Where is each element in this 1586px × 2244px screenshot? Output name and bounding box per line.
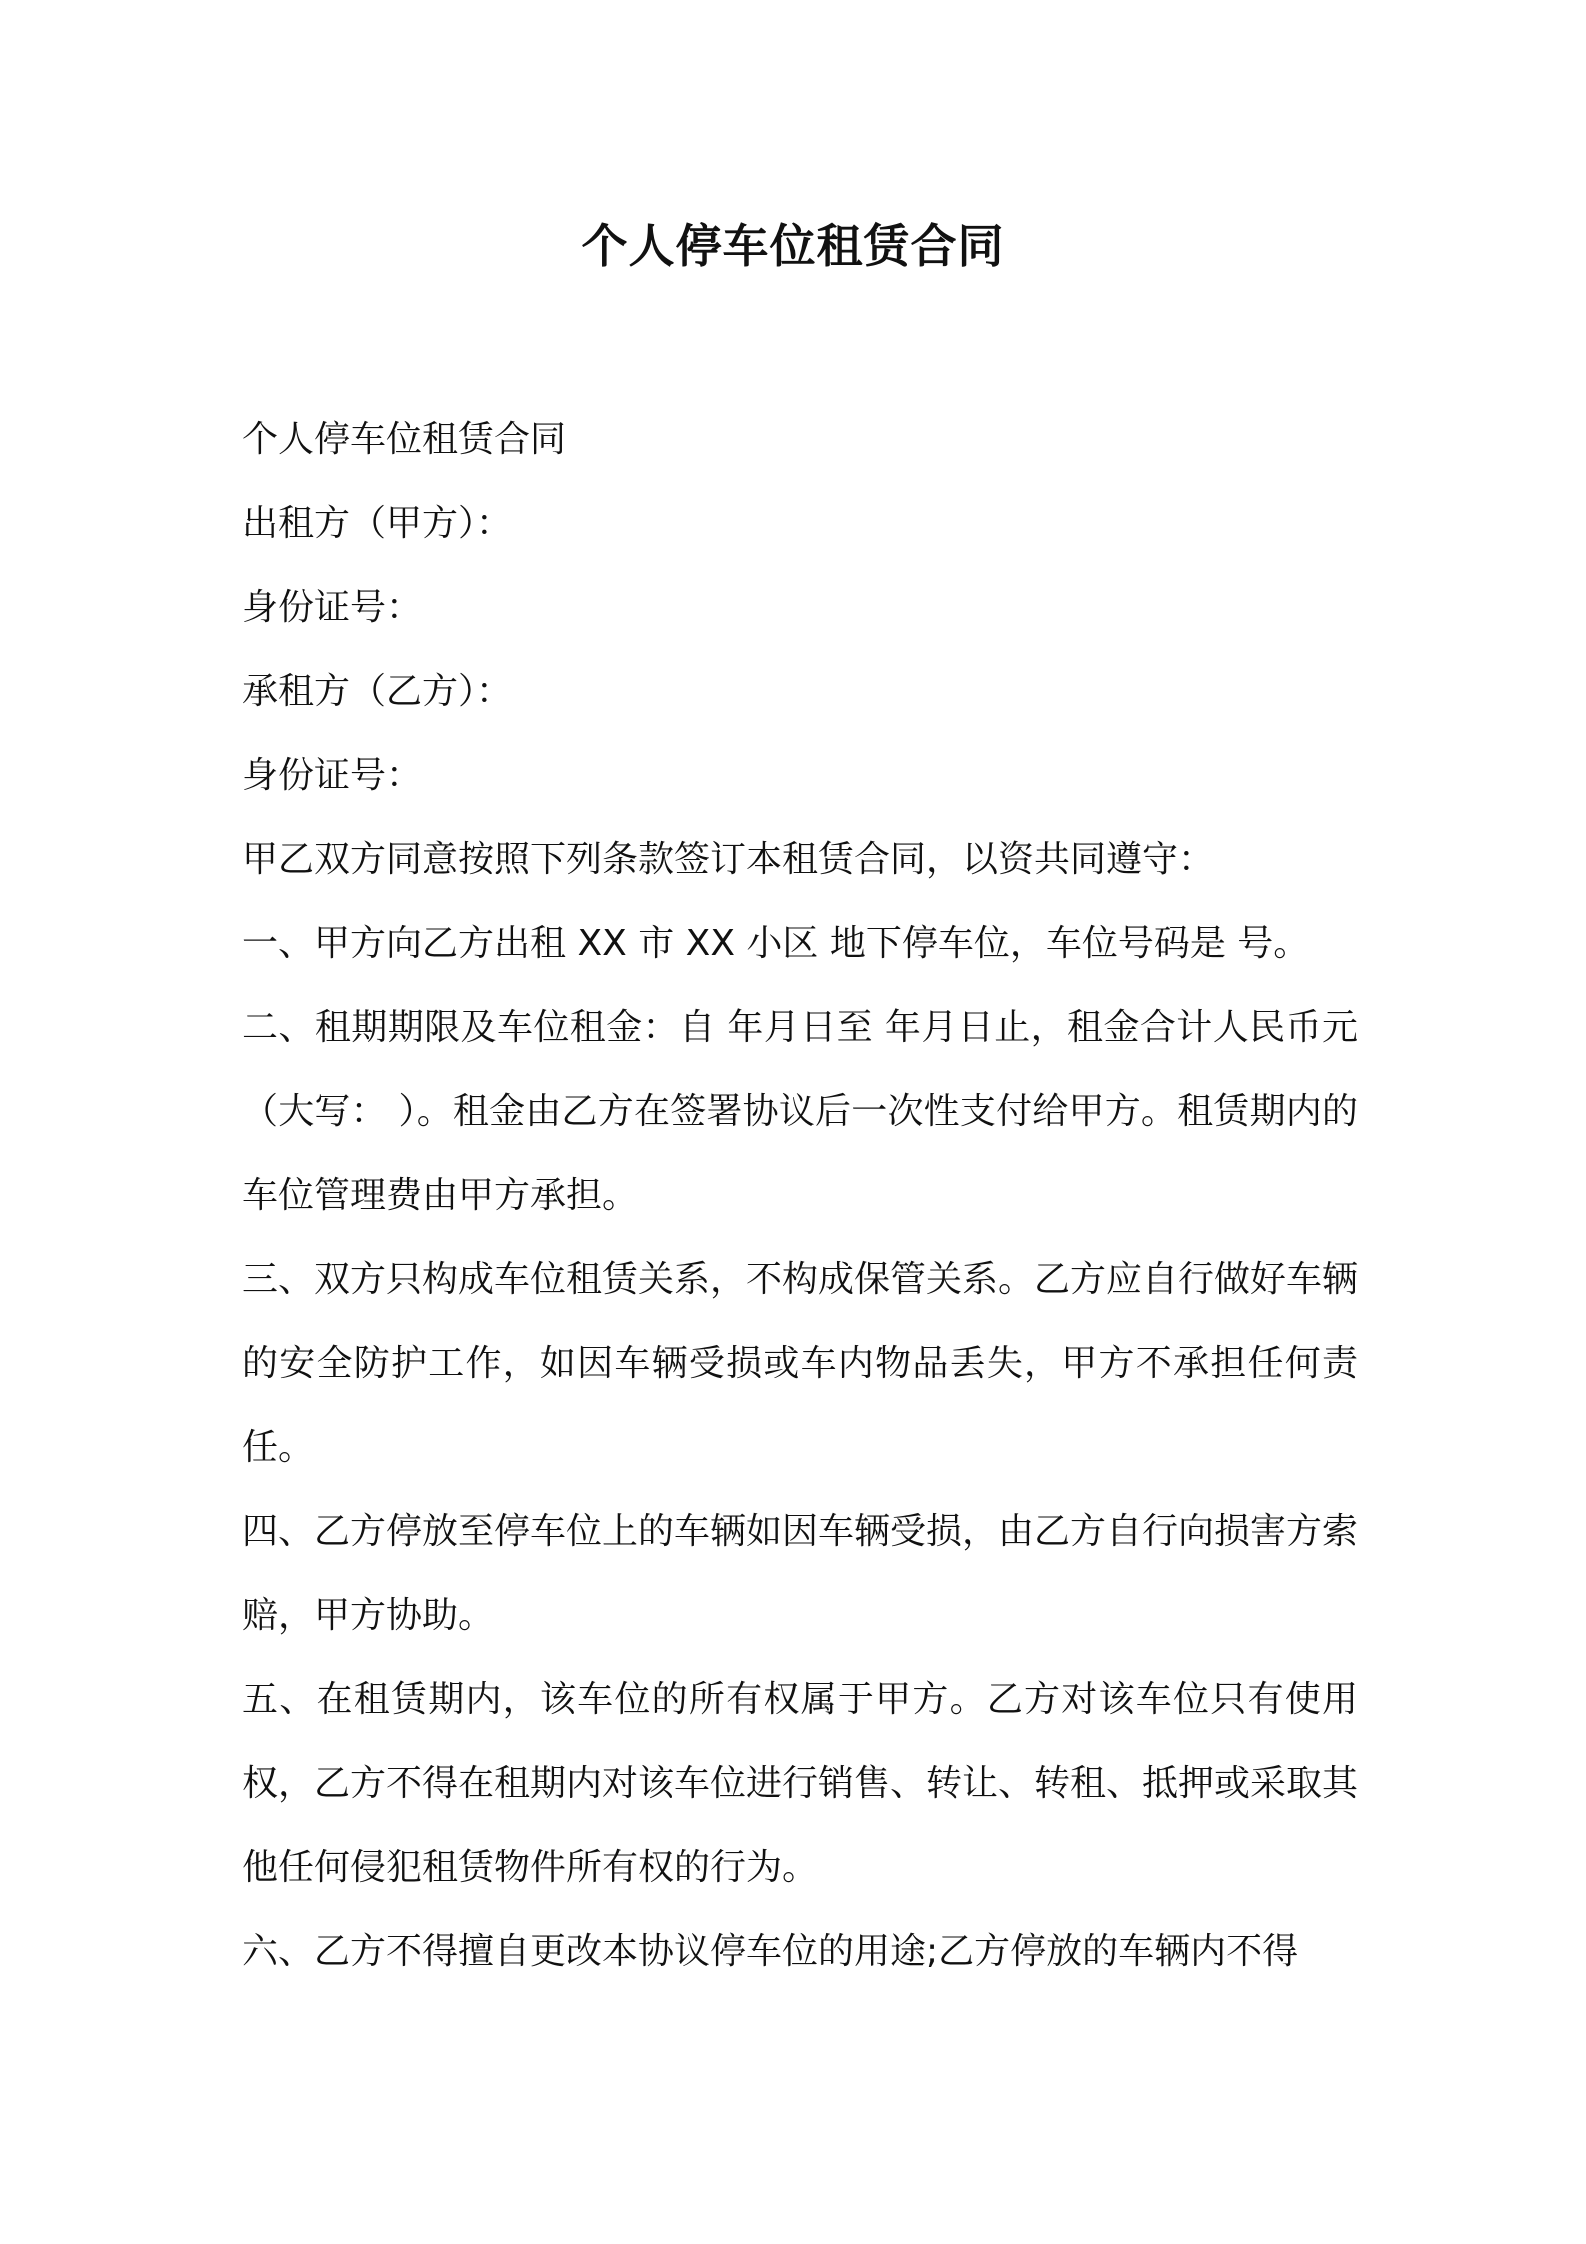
paragraph-clause-5: 五、在租赁期内，该车位的所有权属于甲方。乙方对该车位只有使用权，乙方不得在租期内对该车位进行销售、转让、转租、抵押或采取其他任何侵犯租赁物件所有权的行为。 — [242, 1679, 1359, 1888]
paragraph-lessor-id: 身份证号： — [242, 587, 423, 628]
paragraph-lessor: 出租方（甲方）： — [242, 503, 513, 544]
paragraph-clause-6: 六、乙方不得擅自更改本协议停车位的用途;乙方停放的车辆内不得 — [242, 1931, 1299, 1972]
paragraph-clause-1: 一、甲方向乙方出租 XX 市 XX 小区 地下停车位，车位号码是 号。 — [242, 923, 1310, 964]
contract-body — [242, 398, 1358, 1994]
paragraph-clause-3: 三、双方只构成车位租赁关系，不构成保管关系。乙方应自行做好车辆的安全防护工作，如因车辆受损或车内物品丢失，甲方不承担任何责任。 — [242, 1259, 1359, 1468]
paragraph-agreement-intro: 甲乙双方同意按照下列条款签订本租赁合同，以资共同遵守： — [242, 839, 1215, 880]
paragraph-clause-4: 四、乙方停放至停车位上的车辆如因车辆受损，由乙方自行向损害方索赔，甲方协助。 — [242, 1511, 1359, 1636]
paragraph-clause-2: 二、租期期限及车位租金：自 年月日至 年月日止，租金合计人民币元（大写： ）。租金由乙方在签署协议后一次性支付给甲方。租赁期内的车位管理费由甲方承担。 — [242, 1007, 1358, 1216]
document-title: 个人停车位租赁合同 — [581, 219, 1005, 273]
paragraph-lessee-id: 身份证号： — [242, 755, 423, 796]
paragraph-lessee: 承租方（乙方）： — [242, 671, 513, 712]
paragraph-subtitle: 个人停车位租赁合同 — [242, 419, 567, 460]
